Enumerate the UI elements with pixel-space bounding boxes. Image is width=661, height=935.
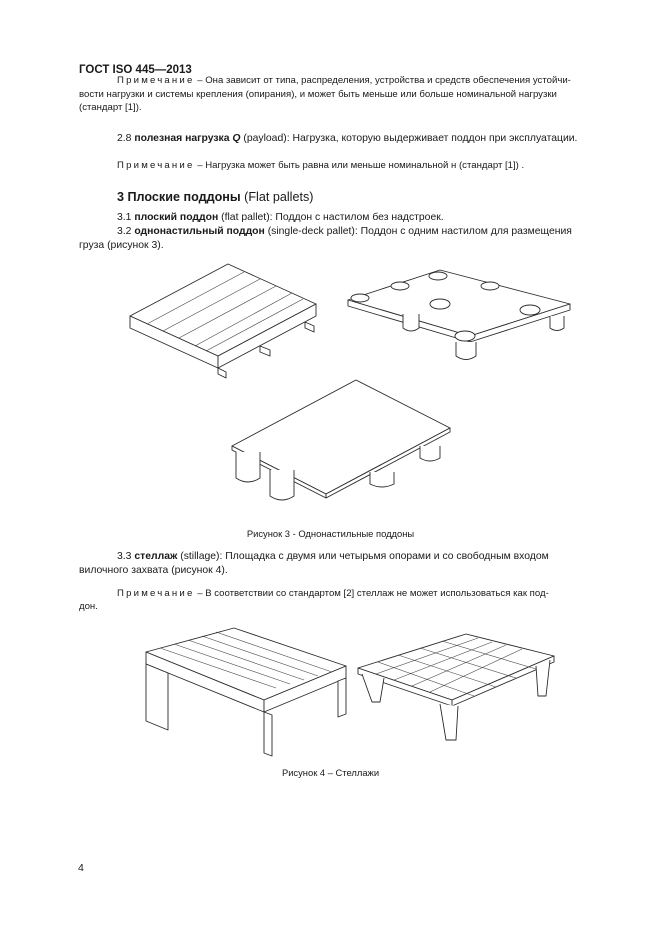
term-number: 3.2 <box>117 226 132 237</box>
figure4-caption: Рисунок 4 – Стеллажи <box>281 767 380 778</box>
note3-line1 <box>117 587 549 600</box>
term-2-8 <box>117 132 577 145</box>
mesh-stillage-drawing <box>358 634 554 740</box>
term-definition: : Площадка с двумя или четырьмя опорами и со свободным входом <box>219 551 549 562</box>
term-name: полезная нагрузка <box>134 133 230 144</box>
figure3-caption: Рисунок 3 - Однонастильные поддоны <box>246 528 415 539</box>
note1-line1 <box>117 74 571 87</box>
term-symbol: Q <box>232 133 241 144</box>
term-name: плоский поддон <box>134 212 219 223</box>
note2 <box>117 159 524 172</box>
note1-line3: (стандарт [1]). <box>79 102 142 113</box>
section-english: (Flat pallets) <box>244 190 314 204</box>
note1-text-line1: – Она зависит от типа, распределения, устройства и средств обеспечения устойчи- <box>194 75 571 86</box>
term-english: (flat pallet) <box>221 212 270 223</box>
term-3-3-line2: вилочного захвата (рисунок 4). <box>79 565 228 576</box>
page-number: 4 <box>78 862 84 874</box>
term-3-2 <box>117 225 617 238</box>
note-label: Примечание <box>117 75 195 86</box>
note-label: Примечание <box>117 588 195 599</box>
figure4-drawing <box>140 622 560 762</box>
term-english: (stillage) <box>180 551 220 562</box>
term-3-3 <box>117 550 549 563</box>
term-name: однонастильный поддон <box>134 226 265 237</box>
note2-text: – Нагрузка может быть равна или меньше номинальной н (стандарт [1]) . <box>194 160 525 171</box>
term-english: (payload) <box>243 133 287 144</box>
note-label: Примечание <box>117 160 195 171</box>
term-name: стеллаж <box>134 551 178 562</box>
term-english: (single-deck pallet) <box>267 226 355 237</box>
term-number: 2.8 <box>117 133 132 144</box>
cylinder-pallet-drawing <box>232 380 450 500</box>
term-definition: : Нагрузка, которую выдерживает поддон при эксплуатации. <box>286 133 578 144</box>
term-number: 3.1 <box>117 212 132 223</box>
term-definition: : Поддон с одним настилом для размещения <box>354 226 572 237</box>
note1-line2: вости нагрузки и системы крепления (опирания), и может быть меньше или больше номинальной нагрузки <box>79 89 557 100</box>
note3-text-line1: – В соответствии со стандартом [2] стеллаж не может использоваться как под- <box>194 588 549 599</box>
section-title: 3 Плоские поддоны <box>117 190 241 204</box>
section-heading <box>117 190 313 204</box>
wooden-stillage-drawing <box>146 628 346 756</box>
note3-line2: дон. <box>79 601 98 612</box>
term-definition: : Поддон с настилом без надстроек. <box>269 212 444 223</box>
term-3-2-line2: груза (рисунок 3). <box>79 240 164 251</box>
figure3-drawing <box>120 258 580 508</box>
wooden-pallet-drawing <box>130 264 316 378</box>
document-code: ГОСТ ISO 445—2013 <box>79 64 192 76</box>
term-3-1 <box>117 211 444 224</box>
plastic-pallet-drawing <box>348 270 570 360</box>
term-number: 3.3 <box>117 551 132 562</box>
